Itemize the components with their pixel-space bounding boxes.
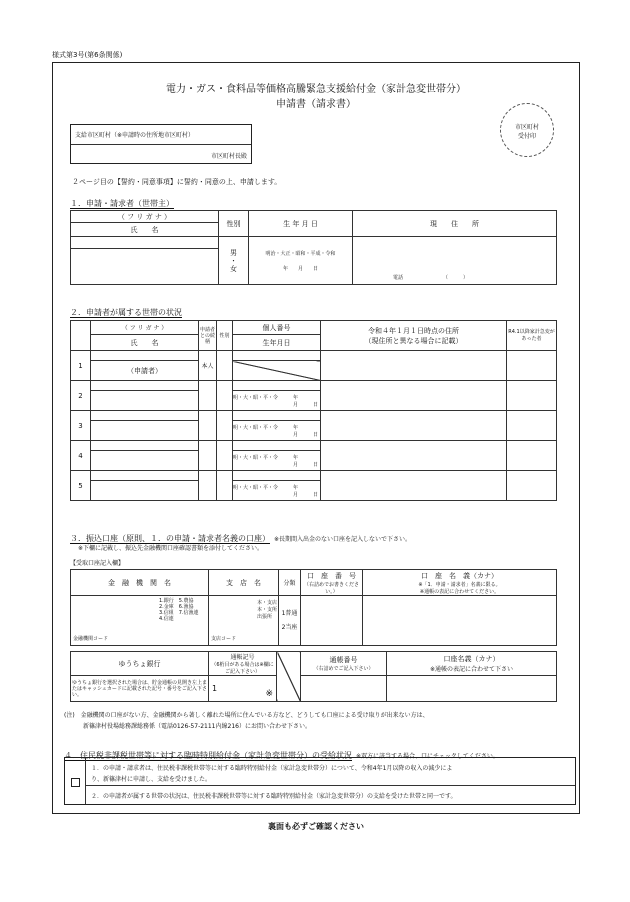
hh-after-header: R4.1以降家計急変があった者 <box>507 321 557 351</box>
section3-subnote: ※下欄に記載し、振込先金融機関口座確認書類を添付してください。 <box>78 545 264 552</box>
hh-address-input[interactable] <box>321 471 507 501</box>
ymd-label: 年 月 日 <box>282 265 318 272</box>
hh-id-input[interactable] <box>233 381 321 391</box>
pledge-note: ２ページ目の【誓約・同意事項】に誓約・同意の上、申請します。 <box>72 178 282 186</box>
holder-input[interactable] <box>363 596 557 646</box>
hh-applicant-label: （申請者） <box>91 361 199 381</box>
sex-header: 性別 <box>219 211 249 237</box>
hh-address-input[interactable] <box>321 441 507 471</box>
hh-id-input[interactable] <box>233 441 321 451</box>
hh-sex-input[interactable] <box>217 381 233 411</box>
furigana-input[interactable] <box>71 237 219 249</box>
section4-item1b: り、新篠津村に申請し、支給を受けました。 <box>91 776 212 783</box>
address-header: 現 住 所 <box>353 211 557 237</box>
bank-types: 1.銀行 5.農協 2.金庫 6.漁協 3.信組 7.信漁連 4.信連 <box>159 598 199 622</box>
hh-furigana-input[interactable] <box>91 411 199 421</box>
account-no-header: 口 座 番 号 <box>307 571 356 580</box>
yucho-left-note: ゆうちょ銀行を選択された場合は、貯金通帳の見開き左上またはキャッシュカードに記載された記号・番号をご記入下さい。 <box>71 676 209 702</box>
section4-item2: ２．の申請者が属する世帯の状況は、住民税非課税世帯等に対する臨時特別給付金（家計急変世帯分）の支給を受けた世帯と同一です。 <box>91 793 457 800</box>
category-header: 分類 <box>279 570 301 596</box>
hh-dob-input[interactable]: 明・大・昭・平・令 年 月 日 <box>233 391 321 411</box>
hh-relation-self: 本人 <box>199 351 217 381</box>
caution-line1: (注) 金融機関の口座がない方、金融機関から著しく離れた場所に住んでいる方など、どうしても口座による受け取りが出来ない方は、 <box>64 712 429 719</box>
section2-title: ２．申請者が属する世帯の状況 <box>70 308 182 317</box>
hh-row-num: 1 <box>71 351 91 381</box>
footer-note: 裏面も必ずご確認ください <box>268 822 364 831</box>
municipality-head: 市区町村長殿 <box>210 153 247 160</box>
hh-after-input[interactable] <box>507 411 557 441</box>
hh-sex-input[interactable] <box>217 441 233 471</box>
hh-relation-input[interactable] <box>199 381 217 411</box>
applicant-table <box>70 210 557 285</box>
hh-furigana-input[interactable] <box>91 381 199 391</box>
yucho-header: ゆうちょ銀行 <box>71 652 209 676</box>
passbook-no-note: （右詰めでご記入下さい） <box>313 666 374 672</box>
passbook-star: ※ <box>265 689 273 699</box>
hh-sex-input[interactable] <box>217 471 233 501</box>
yucho-holder-input[interactable] <box>387 676 557 702</box>
branch-name-header: 支 店 名 <box>209 570 279 596</box>
bank-table <box>70 569 557 646</box>
hh-id-header: 個人番号 <box>233 321 321 335</box>
form-number: 様式第3号(第6条関係) <box>52 51 123 59</box>
hh-after-input[interactable] <box>507 471 557 501</box>
section4-title: ４．住民税非課税世帯等に対する臨時特別給付金（家計急変世帯分）の受給状況 <box>64 751 352 760</box>
hh-name-input[interactable] <box>91 391 199 411</box>
section4-checkbox[interactable] <box>71 778 80 787</box>
acct-type-options[interactable]: 1普通 2当座 <box>279 596 301 646</box>
dob-header: 生 年 月 日 <box>249 211 353 237</box>
hh-furigana-input[interactable] <box>91 441 199 451</box>
reception-stamp-label: 市区町村 受付印 <box>514 124 539 140</box>
account-no-input[interactable] <box>301 596 363 646</box>
holder-note1: ※「1．申請・請求者」名義に限る。 <box>418 581 501 588</box>
receive-label: 【受取口座記入欄】 <box>70 560 125 567</box>
section1-title: １．申請・請求者（世帯主） <box>70 199 174 208</box>
passbook-mark-one: 1 <box>212 684 218 693</box>
bank-code-label: 金融機関コード <box>73 636 109 642</box>
hh-row-num: 5 <box>71 471 91 501</box>
hh-address-input[interactable] <box>321 351 507 381</box>
hh-id-input[interactable] <box>233 411 321 421</box>
hh-after-input[interactable] <box>507 381 557 411</box>
dob-input[interactable] <box>249 237 353 285</box>
hh-furigana-input[interactable] <box>91 471 199 481</box>
hh-dob-input[interactable]: 明・大・昭・平・令 年 月 日 <box>233 421 321 441</box>
hh-relation-header: 申請者との続柄 <box>199 321 217 351</box>
municipality-box <box>70 124 252 164</box>
hh-sex-header: 性別 <box>217 321 233 351</box>
yucho-slash-cell <box>277 652 301 702</box>
hh-row-num: 2 <box>71 381 91 411</box>
hh-id-input[interactable] <box>233 471 321 481</box>
municipality-label: 支給市区町村（※申請時の住所地市区町村） <box>75 132 195 139</box>
section4-note: ※双方に該当する場合、口にチェックしてください。 <box>356 753 499 760</box>
sex-options[interactable]: 男 ・ 女 <box>219 237 249 285</box>
hh-relation-input[interactable] <box>199 411 217 441</box>
passbook-no-header: 通帳番号 <box>329 656 358 664</box>
hh-row-num: 4 <box>71 441 91 471</box>
hh-relation-input[interactable] <box>199 471 217 501</box>
form-subtitle: 申請書（請求書） <box>276 99 356 110</box>
section3-note: ※長期間入出金のない口座を記入しないで下さい。 <box>274 536 412 543</box>
hh-name-input[interactable] <box>91 481 199 501</box>
holder-header: 口 座 名 義（カナ） <box>421 571 498 580</box>
passbook-no-input[interactable] <box>301 676 387 702</box>
branch-name-input[interactable] <box>209 596 279 646</box>
account-no-note: （右詰めでお書きください。） <box>303 581 359 595</box>
caution-line2: 新篠津村役場総務課総務係（電話0126-57-2111内線216）にお問い合わせ下さい。 <box>83 723 311 730</box>
hh-dob-input <box>233 361 321 381</box>
hh-address-header: 令和４年１月１日時点の住所 （現住所と異なる場合に記載） <box>321 321 507 351</box>
hh-row-num: 3 <box>71 411 91 441</box>
hh-furigana-input[interactable] <box>91 351 199 361</box>
hh-after-input[interactable] <box>507 441 557 471</box>
yucho-holder-header: 口座名義（カナ） <box>443 655 500 663</box>
hh-sex-input[interactable] <box>217 411 233 441</box>
name-input[interactable] <box>71 249 219 285</box>
bank-name-input[interactable] <box>71 596 209 646</box>
hh-address-input[interactable] <box>321 381 507 411</box>
hh-name-input[interactable] <box>91 451 199 471</box>
household-table <box>70 320 557 501</box>
section4-box <box>64 757 576 805</box>
hh-sex-input[interactable] <box>217 351 233 381</box>
form-title: 電力・ガス・食料品等価格高騰緊急支援給付金（家計急変世帯分） <box>166 84 466 95</box>
section3-title: ３．振込口座（原則、１．の申請・請求者名義の口座） <box>70 534 270 543</box>
section4-checkbox-cell <box>65 758 86 804</box>
passbook-mark-header: 通帳記号 <box>230 654 255 661</box>
hh-address-input[interactable] <box>321 411 507 441</box>
phone-paren: （ ） <box>443 275 469 281</box>
hh-name-input[interactable] <box>91 421 199 441</box>
hh-relation-input[interactable] <box>199 441 217 471</box>
yucho-table <box>70 651 557 702</box>
furigana-header: （ フ リ ガ ナ ） <box>71 211 219 223</box>
address-input[interactable] <box>353 237 557 285</box>
name-header: 氏 名 <box>71 223 219 237</box>
section4-item1a: １．の申請・請求者は、住民税非課税世帯等に対する臨時特別給付金（家計急変世帯分）について、令和4年1月以降の収入の減少によ <box>91 765 453 772</box>
hh-dob-input[interactable]: 明・大・昭・平・令 年 月 日 <box>233 451 321 471</box>
hh-id-input[interactable] <box>233 351 321 361</box>
branch-code-label: 支店コード <box>211 636 237 642</box>
passbook-mark-input[interactable] <box>209 676 277 702</box>
hh-dob-header: 生年月日 <box>233 335 321 351</box>
hh-name-header: 氏 名 <box>91 335 199 351</box>
era-options: 明治・大正・昭和・平成・令和 <box>265 250 336 257</box>
hh-after-input[interactable] <box>507 351 557 381</box>
holder-note2: ※通帳の表記に合わせてください。 <box>419 588 500 595</box>
phone-label: 電話 <box>393 275 404 281</box>
passbook-mark-note: （6桁目がある場合は※欄にご記入下さい） <box>211 662 274 675</box>
hh-dob-input[interactable]: 明・大・昭・平・令 年 月 日 <box>233 481 321 501</box>
branch-types: 本・支店 本・支所 出張所 <box>257 600 278 620</box>
reception-stamp-circle <box>500 103 554 157</box>
yucho-holder-note: ※通帳の表記に合わせて下さい <box>429 666 514 673</box>
hh-furigana-header: （ フ リ ガ ナ ） <box>91 321 199 335</box>
bank-name-header: 金 融 機 関 名 <box>71 570 209 596</box>
